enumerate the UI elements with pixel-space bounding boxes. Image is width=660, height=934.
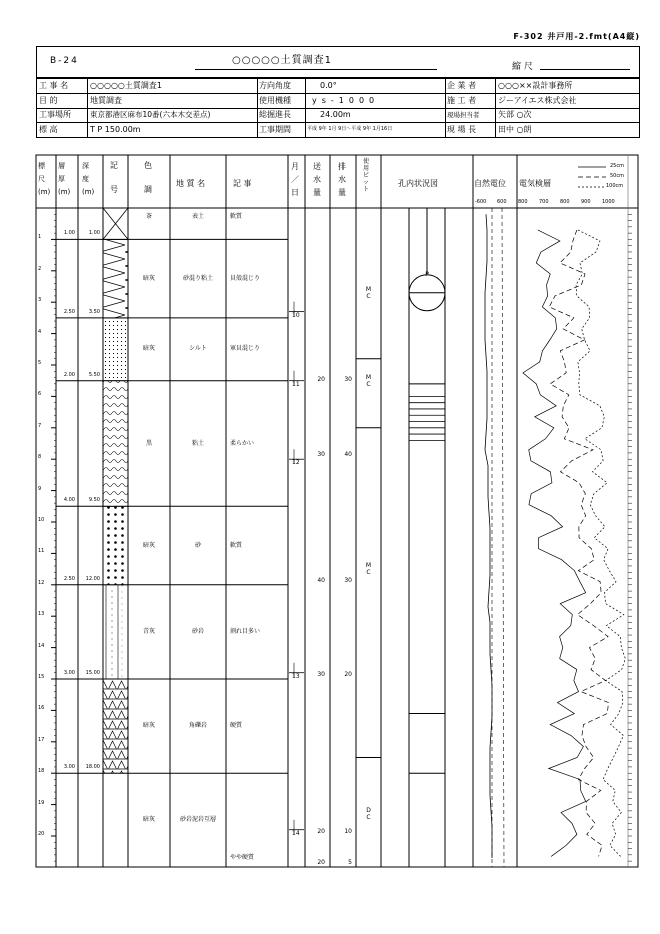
layer-description: やや硬質 bbox=[230, 853, 255, 861]
layer-geology: 砂岩泥岩互層 bbox=[179, 816, 217, 824]
layer-color: 暗灰 bbox=[142, 816, 156, 824]
water-drain-value: 30 bbox=[344, 375, 352, 383]
sp-tick-right: 600 bbox=[497, 199, 507, 205]
symbol-dot bbox=[103, 506, 128, 585]
layer-description: 軍貝混じり bbox=[230, 345, 261, 353]
info-value-angle: 0.0° bbox=[320, 81, 337, 90]
info-value-machine: ys-1000 bbox=[312, 96, 380, 105]
layer-geology: 砂混り粘土 bbox=[182, 274, 214, 282]
legend-50cm: 50cm bbox=[610, 173, 624, 179]
res-tick-4: 900 bbox=[581, 199, 591, 205]
depth-tick-label: 1 bbox=[38, 234, 42, 241]
info-value-elevation: T P 150.00m bbox=[90, 125, 141, 134]
res-tick-3: 800 bbox=[560, 199, 570, 205]
layer-color: 暗灰 bbox=[142, 345, 156, 353]
depth-tick-label: 10 bbox=[38, 517, 45, 523]
info-value-purpose: 地質調査 bbox=[90, 96, 122, 105]
depth-tick-label: 6 bbox=[38, 391, 42, 398]
info-value-site-chief: 田中 ○朗 bbox=[498, 125, 532, 134]
depth-tick-label: 8 bbox=[38, 454, 42, 461]
depth-tick-label: 13 bbox=[38, 611, 45, 618]
legend-25cm: 25cm bbox=[610, 163, 624, 169]
layer-thickness: 3.00 bbox=[63, 764, 75, 771]
date-label: 13 bbox=[292, 672, 300, 680]
layer-color: 茶 bbox=[145, 213, 153, 220]
bit-label: M bbox=[365, 562, 372, 570]
info-label-client: 企 業 者 bbox=[447, 81, 477, 90]
water-drain-value: 30 bbox=[344, 576, 352, 584]
depth-tick-label: 20 bbox=[38, 831, 45, 837]
date-label: 11 bbox=[292, 380, 300, 388]
info-label-purpose: 目 的 bbox=[39, 96, 58, 105]
layer-geology: 粘土 bbox=[191, 439, 205, 447]
bit-label: C bbox=[366, 814, 371, 822]
symbol-tri bbox=[103, 679, 128, 773]
layer-description: 割れ目多い bbox=[230, 627, 261, 635]
col-water-drain-header: 排 水 量 bbox=[338, 162, 346, 197]
layer-depth: 12.00 bbox=[85, 575, 100, 582]
depth-tick-label: 12 bbox=[38, 579, 45, 586]
bit-label: C bbox=[366, 380, 371, 388]
depth-tick-label: 3 bbox=[38, 297, 42, 304]
bit-label: M bbox=[365, 373, 372, 381]
water-supply-value: 30 bbox=[317, 671, 325, 678]
depth-tick-label: 7 bbox=[38, 422, 42, 429]
bit-label: D bbox=[366, 807, 371, 815]
depth-tick-label: 15 bbox=[38, 674, 45, 680]
col-symbol-header: 記 号 bbox=[110, 161, 118, 194]
bit-label: M bbox=[365, 285, 372, 293]
col-geology-header: 地 質 名 bbox=[176, 179, 206, 188]
info-value-total-depth: 24.00m bbox=[320, 110, 351, 119]
depth-tick-label: 9 bbox=[38, 485, 42, 492]
res-tick-5: 1000 bbox=[602, 199, 615, 205]
layer-thickness: 2.50 bbox=[63, 575, 75, 582]
depth-tick-label: 11 bbox=[38, 548, 45, 555]
layer-depth: 15.00 bbox=[85, 670, 100, 676]
layer-depth: 5.50 bbox=[88, 371, 100, 378]
info-label-period: 工事期間 bbox=[259, 125, 291, 134]
layer-geology: 表土 bbox=[191, 213, 205, 220]
layer-color: 黒 bbox=[145, 439, 153, 447]
info-label-location: 工事場所 bbox=[39, 110, 71, 119]
boring-number: B-24 bbox=[50, 56, 79, 66]
layer-color: 青灰 bbox=[142, 627, 156, 635]
info-label-site-staff: 現場担当者 bbox=[447, 111, 480, 119]
info-value-project: ○○○○○土質調査1 bbox=[90, 81, 162, 90]
resistivity-curve-100cm bbox=[576, 230, 625, 856]
layer-geology: 角礫岩 bbox=[188, 722, 208, 730]
col-color-header: 色 調 bbox=[144, 161, 152, 194]
depth-tick-label: 4 bbox=[38, 328, 42, 335]
layer-description: 軟質 bbox=[230, 541, 243, 549]
col-sp-header: 自然電位 bbox=[474, 179, 506, 188]
layer-depth: 18.00 bbox=[85, 764, 100, 771]
info-label-machine: 使用機種 bbox=[259, 96, 291, 105]
water-supply-value: 20 bbox=[317, 828, 325, 835]
sp-tick-left: -600 bbox=[475, 199, 487, 205]
water-drain-value: 5 bbox=[348, 859, 352, 867]
info-value-location: 東京都港区麻布10番(六本木交差点) bbox=[90, 110, 211, 119]
col-description-header: 記 事 bbox=[233, 179, 252, 188]
sheet-title: ○○○○○土質調査1 bbox=[232, 55, 332, 66]
info-value-period: 平成 9年 1月 9日～平成 9年 1月16日 bbox=[307, 126, 393, 132]
scale-label: 縮 尺 bbox=[512, 62, 533, 72]
water-supply-value: 40 bbox=[317, 576, 325, 584]
depth-tick-label: 5 bbox=[38, 360, 42, 366]
bit-label: C bbox=[366, 569, 371, 577]
depth-tick-label: 18 bbox=[38, 768, 45, 775]
info-label-contractor: 施 工 者 bbox=[447, 96, 477, 105]
symbol-sand bbox=[103, 585, 128, 679]
layer-thickness: 1.00 bbox=[63, 230, 75, 237]
depth-tick-label: 17 bbox=[38, 736, 45, 743]
layer-color: 暗灰 bbox=[142, 274, 156, 282]
info-label-project: 工 事 名 bbox=[39, 81, 69, 90]
col-date-header: 月 ／ 日 bbox=[291, 162, 299, 197]
bit-label: C bbox=[366, 292, 371, 300]
water-supply-value: 30 bbox=[317, 451, 325, 459]
symbol-silt bbox=[103, 318, 128, 381]
info-label-angle: 方向角度 bbox=[259, 81, 291, 90]
water-supply-value: 20 bbox=[317, 375, 325, 383]
water-drain-value: 10 bbox=[344, 828, 352, 835]
resistivity-curve-50cm bbox=[549, 230, 608, 856]
layer-depth: 3.50 bbox=[88, 308, 100, 315]
layer-color: 暗灰 bbox=[142, 722, 156, 730]
col-scale-header: 標 尺 (m) bbox=[38, 162, 51, 196]
layer-thickness: 3.00 bbox=[63, 670, 75, 676]
layer-depth: 1.00 bbox=[88, 230, 100, 237]
layer-color: 暗灰 bbox=[142, 541, 156, 549]
depth-tick-label: 19 bbox=[38, 799, 45, 806]
res-tick-1: 800 bbox=[518, 199, 528, 205]
depth-tick-label: 14 bbox=[38, 642, 45, 649]
info-label-site-chief: 現 場 長 bbox=[447, 125, 477, 134]
sp-curve bbox=[485, 214, 492, 858]
layer-description: 貝殻混じり bbox=[230, 274, 261, 282]
file-format-label: F-302 井戸用-2.fmt(A4縦) bbox=[513, 32, 640, 41]
legend-100cm: 100cm bbox=[606, 183, 624, 189]
sp-reference-line-2 bbox=[502, 208, 504, 867]
layer-thickness: 2.50 bbox=[63, 308, 75, 315]
info-value-client: ○○○××設計事務所 bbox=[498, 81, 573, 90]
col-water-supply-header: 送 水 量 bbox=[313, 162, 321, 197]
info-label-total-depth: 総掘進長 bbox=[259, 110, 291, 119]
layer-thickness: 4.00 bbox=[63, 497, 75, 504]
pump-marker-label: P bbox=[425, 271, 429, 279]
layer-depth: 9.50 bbox=[88, 497, 100, 504]
info-value-site-staff: 矢部 ○次 bbox=[498, 110, 532, 119]
layer-description: 硬質 bbox=[230, 722, 243, 730]
depth-tick-label: 2 bbox=[38, 265, 42, 272]
water-supply-value: 20 bbox=[317, 859, 325, 867]
depth-tick-label: 16 bbox=[38, 705, 45, 712]
info-label-elevation: 標 高 bbox=[39, 125, 58, 134]
layer-geology: 砂 bbox=[194, 541, 202, 549]
res-tick-2: 700 bbox=[539, 199, 549, 205]
date-label: 10 bbox=[292, 311, 300, 319]
layer-thickness: 2.00 bbox=[63, 371, 75, 378]
resistivity-curve-25cm bbox=[523, 230, 586, 856]
info-value-contractor: ジーアイエス株式会社 bbox=[498, 96, 577, 105]
layer-geology: シルト bbox=[189, 345, 207, 353]
water-drain-value: 40 bbox=[344, 451, 352, 459]
col-thickness-header: 層 厚 (m) bbox=[58, 162, 71, 196]
symbol-zig bbox=[103, 239, 128, 318]
layer-geology: 砂岩 bbox=[191, 627, 205, 635]
layer-description: 軟質 bbox=[230, 213, 243, 220]
symbol-wave bbox=[103, 381, 128, 507]
col-depth-header: 深 度 (m) bbox=[82, 162, 95, 196]
date-label: 14 bbox=[292, 829, 300, 837]
col-resistivity-header: 電気検層 bbox=[519, 179, 551, 188]
date-label: 12 bbox=[292, 459, 300, 467]
water-drain-value: 20 bbox=[344, 671, 352, 678]
layer-description: 柔らかい bbox=[230, 439, 255, 447]
col-bit-header: 使 用 ビ ッ ト bbox=[363, 158, 370, 193]
col-hole-header: 孔内状況図 bbox=[398, 179, 438, 188]
